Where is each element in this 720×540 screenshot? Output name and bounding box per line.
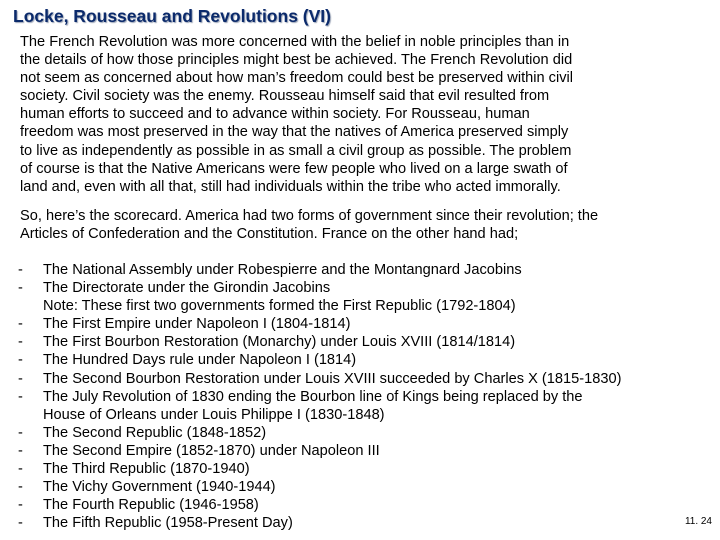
list-item-text: The First Bourbon Restoration (Monarchy) under Louis XVIII (1814/1814) bbox=[43, 334, 516, 351]
list-dash: - bbox=[18, 442, 23, 459]
paragraph-line: The French Revolution was more concerned with the belief in noble principles than in bbox=[20, 34, 570, 50]
paragraph-line: the details of how those principles might best be achieved. The French Revolution did bbox=[20, 52, 573, 69]
slide-title: Locke, Rousseau and Revolutions (VI) bbox=[13, 6, 331, 26]
governments-list bbox=[18, 261, 718, 532]
paragraph-line: freedom was most preserved in the way that the natives of America preserved simply bbox=[20, 124, 569, 141]
list-dash: - bbox=[18, 370, 23, 387]
list-item-text: The Fourth Republic (1946-1958) bbox=[43, 497, 259, 514]
list-item-text: The Second Empire (1852-1870) under Napoleon III bbox=[43, 442, 380, 459]
paragraph-line: not seem as concerned about how man’s freedom could best be preserved within civil bbox=[20, 70, 573, 87]
list-dash: - bbox=[18, 352, 23, 369]
paragraph-french-revolution bbox=[20, 33, 700, 196]
paragraph-line: Articles of Confederation and the Constitution. France on the other hand had; bbox=[20, 226, 519, 243]
list-item bbox=[18, 460, 718, 478]
list-item-text: The July Revolution of 1830 ending the Bourbon line of Kings being replaced by the bbox=[43, 388, 583, 405]
list-dash: - bbox=[18, 388, 23, 405]
slide-number: 11. 24 bbox=[684, 516, 712, 527]
list-item-text: The Third Republic (1870-1940) bbox=[43, 461, 250, 478]
list-item-text: The First Empire under Napoleon I (1804-1814) bbox=[43, 316, 351, 333]
list-item bbox=[18, 388, 718, 406]
list-item bbox=[18, 315, 718, 333]
list-dash: - bbox=[18, 497, 23, 514]
list-note-text: Note: These first two governments formed the First Republic (1792-1804) bbox=[43, 298, 516, 315]
list-item bbox=[18, 261, 718, 279]
list-item bbox=[18, 424, 718, 442]
list-item bbox=[18, 478, 718, 496]
paragraph-line: land and, even with all that, still had individuals within the tribe who acted immorally. bbox=[20, 178, 561, 195]
paragraph-line: human efforts to succeed and to advance within society. For Rousseau, human bbox=[20, 106, 530, 123]
list-dash: - bbox=[18, 424, 23, 441]
list-item-text: The Fifth Republic (1958-Present Day) bbox=[43, 515, 293, 532]
list-dash: - bbox=[18, 515, 23, 532]
list-item-text: The National Assembly under Robespierre and the Montangnard Jacobins bbox=[43, 262, 522, 278]
list-dash: - bbox=[18, 262, 23, 278]
list-item-text: The Second Republic (1848-1852) bbox=[43, 424, 267, 441]
list-dash: - bbox=[18, 280, 23, 297]
list-item bbox=[18, 514, 718, 532]
paragraph-line: So, here’s the scorecard. America had two forms of government since their revolution; the bbox=[20, 208, 599, 224]
list-dash: - bbox=[18, 316, 23, 333]
paragraph-line: to live as independently as possible in as small a civil group as possible. The problem bbox=[20, 142, 572, 159]
list-item-text: House of Orleans under Louis Philippe I (1830-1848) bbox=[43, 406, 385, 423]
list-item-text: The Hundred Days rule under Napoleon I (1814) bbox=[43, 352, 357, 369]
paragraph-scorecard bbox=[20, 207, 715, 243]
list-dash: - bbox=[18, 461, 23, 478]
list-item-text: The Second Bourbon Restoration under Louis XVIII succeeded by Charles X (1815-1830) bbox=[43, 370, 622, 387]
list-item bbox=[18, 496, 718, 514]
list-item-text: The Vichy Government (1940-1944) bbox=[43, 479, 276, 496]
list-item-continuation bbox=[18, 406, 718, 424]
paragraph-line: society. Civil society was the enemy. Rousseau himself said that evil resulted from bbox=[20, 88, 550, 105]
list-item bbox=[18, 442, 718, 460]
list-dash: - bbox=[18, 479, 23, 496]
list-item-text: The Directorate under the Girondin Jacobins bbox=[43, 280, 331, 297]
list-item bbox=[18, 279, 718, 297]
list-item bbox=[18, 333, 718, 351]
list-dash: - bbox=[18, 334, 23, 351]
paragraph-line: of course is that the Native Americans were few people who lived on a large swath of bbox=[20, 160, 568, 177]
list-note bbox=[18, 297, 718, 315]
list-item bbox=[18, 370, 718, 388]
list-item bbox=[18, 351, 718, 369]
